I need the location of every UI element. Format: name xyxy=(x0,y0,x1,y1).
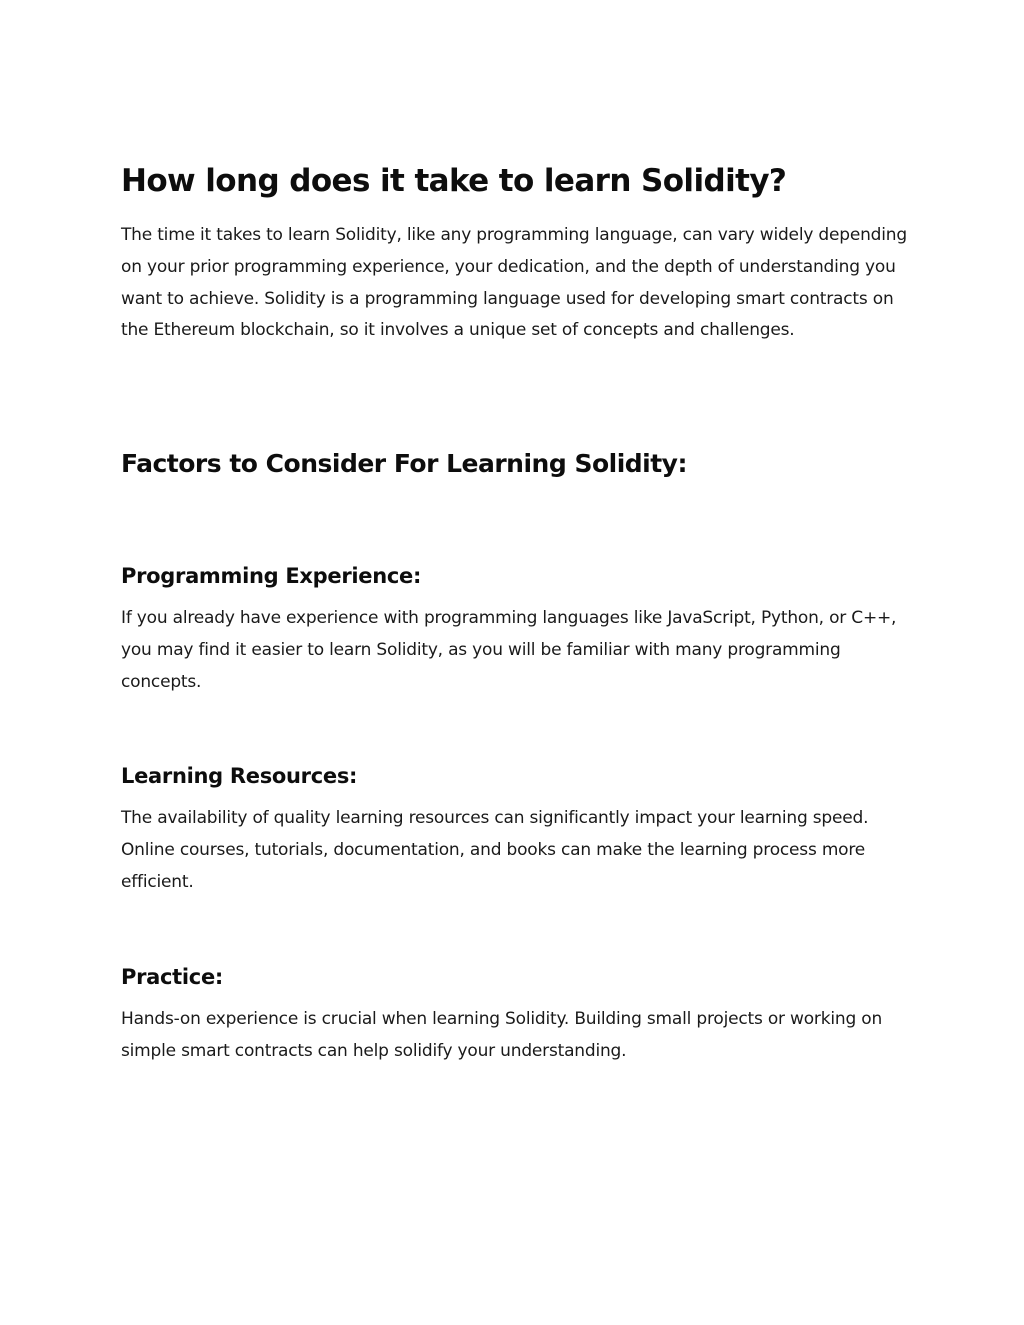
factor-heading: Programming Experience: xyxy=(121,564,422,588)
factor-body: The availability of quality learning resources can significantly impact your learning speed. Online courses, tutorials, documentation, and books can make the learning process more efficient. xyxy=(121,808,869,892)
factor-body: If you already have experience with programming languages like JavaScript, Python, or C++, you may find it easier to learn Solidity, as you will be familiar with many programming concepts. xyxy=(121,608,897,692)
factor-heading: Practice: xyxy=(121,965,223,989)
factor-body: Hands-on experience is crucial when learning Solidity. Building small projects or working on simple smart contracts can help solidify your understanding. xyxy=(121,1009,883,1061)
factor-heading: Learning Resources: xyxy=(121,764,358,788)
intro-paragraph: The time it takes to learn Solidity, like any programming language, can vary widely depending on your prior programming experience, your dedication, and the depth of understanding you want to achieve. Solidity is a programming language used for developing smart contracts on the Ethereum blockchain, so it involves a unique set of concepts and challenges. xyxy=(121,225,907,341)
factors-heading: Factors to Consider For Learning Solidity: xyxy=(121,449,687,478)
page-title: How long does it take to learn Solidity? xyxy=(121,163,787,199)
